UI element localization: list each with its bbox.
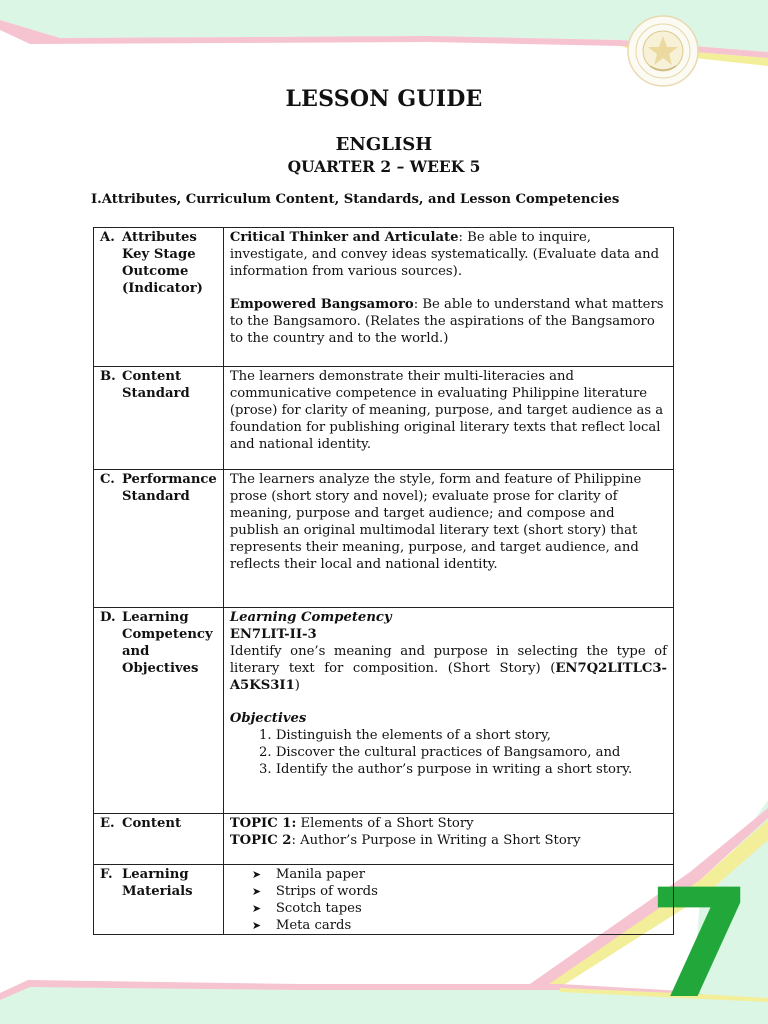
list-item: 2. Discover the cultural practices of Bangsamoro, and — [276, 744, 667, 761]
attribute-text: : Be able to inquire, investigate, and convey ideas systematically. (Evaluate data and information from various sources). — [229, 230, 660, 279]
row-value: The learners analyze the style, form and feature of Philippine prose (short story and novel); evaluate prose for clarity of meaning, purpose and target audience; and compose and publish an original multimodal literary text (short story) that represents their meaning, purpose, and target audience, and reflects their local and national identity. — [223, 470, 673, 608]
arrow-bullet-icon: ➤ — [251, 919, 262, 932]
barmm-seal-logo — [626, 14, 700, 88]
section-heading: I.Attributes, Curriculum Content, Standards, and Lesson Competencies — [91, 192, 620, 207]
topic-text: Elements of a Short Story — [296, 816, 474, 831]
row-letter: B. — [100, 369, 116, 384]
competency-close: ) — [294, 678, 300, 693]
row-label — [94, 470, 224, 608]
page-title: LESSON GUIDE — [285, 86, 483, 112]
row-value — [223, 228, 673, 367]
subject-heading: ENGLISH — [335, 134, 433, 155]
row-letter: F. — [100, 867, 113, 882]
table-row — [94, 814, 674, 865]
topic-label: TOPIC 1: — [229, 816, 297, 831]
topic-text: : Author’s Purpose in Writing a Short Story — [291, 833, 581, 848]
grade-number-text: 7 — [647, 878, 753, 1003]
row-value — [223, 608, 673, 814]
table-row — [94, 865, 674, 935]
topic-label: TOPIC 2 — [229, 833, 292, 848]
lesson-table — [93, 227, 674, 935]
arrow-bullet-icon: ➤ — [251, 885, 262, 898]
row-label-text: Content Standard — [122, 369, 190, 401]
list-item: ➤ Manila paper — [251, 867, 366, 882]
row-letter: A. — [100, 230, 115, 245]
row-label-text: Content — [122, 816, 182, 831]
competency-id: EN7Q2LITLC3-A5KS3I1 — [229, 661, 667, 693]
row-letter: E. — [100, 816, 115, 831]
attribute-text: : Be able to understand what matters to the Bangsamoro. (Relates the aspirations of the Bangsamoro to the country and to the world.) — [229, 297, 664, 346]
row-letter: D. — [100, 610, 116, 625]
row-label — [94, 367, 224, 470]
row-label — [94, 228, 224, 367]
list-item: 1. Distinguish the elements of a short story, — [276, 727, 667, 744]
competency-text: Identify one’s meaning and purpose in selecting the type of literary text for composition. (Short Story) ( — [229, 644, 667, 676]
row-value — [223, 814, 673, 865]
list-item: ➤ Meta cards — [251, 918, 352, 933]
arrow-bullet-icon: ➤ — [251, 868, 262, 881]
row-label — [94, 865, 224, 935]
list-item: ➤ Strips of words — [251, 884, 378, 899]
arrow-bullet-icon: ➤ — [251, 902, 262, 915]
row-value — [223, 865, 673, 935]
row-letter: C. — [100, 472, 115, 487]
attribute-name: Critical Thinker and Articulate — [229, 230, 459, 245]
table-row — [94, 228, 674, 367]
objectives-list — [230, 727, 667, 778]
table-row — [94, 608, 674, 814]
list-item: 3. Identify the author’s purpose in writing a short story. — [276, 761, 667, 778]
row-label-text: Learning Competency and Objectives — [122, 610, 213, 676]
row-label-text: Performance Standard — [122, 472, 217, 504]
materials-list — [230, 866, 667, 934]
quarter-heading: QUARTER 2 – WEEK 5 — [287, 157, 481, 176]
row-label-text: Attributes Key Stage Outcome (Indicator) — [122, 230, 203, 296]
row-label-text: Learning Materials — [122, 867, 193, 899]
competency-heading: Learning Competency — [229, 610, 392, 625]
list-item: ➤ Scotch tapes — [251, 901, 362, 916]
attribute-name: Empowered Bangsamoro — [229, 297, 414, 312]
competency-code: EN7LIT-II-3 — [229, 627, 317, 642]
row-label — [94, 814, 224, 865]
row-label — [94, 608, 224, 814]
row-value: The learners demonstrate their multi-literacies and communicative competence in evaluating Philippine literature (prose) for clarity of meaning, purpose, and target audience as a foundation for publishing original literary texts that reflect local and national identity. — [223, 367, 673, 470]
table-row — [94, 367, 674, 470]
table-row — [94, 470, 674, 608]
objectives-heading: Objectives — [229, 711, 307, 726]
